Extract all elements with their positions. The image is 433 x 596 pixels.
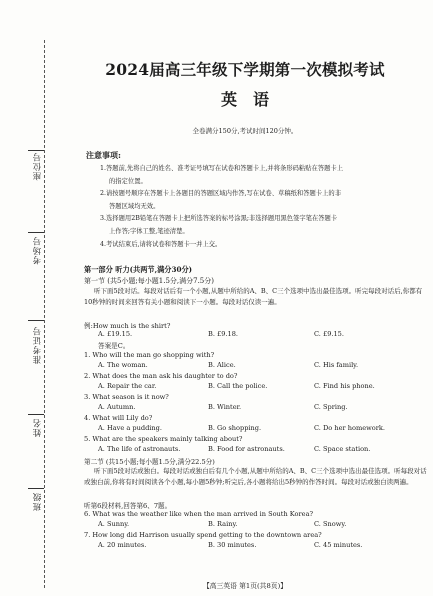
question-7: 7. How long did Harrison usually spend getting to the downtown area? bbox=[84, 531, 322, 539]
q6-option-a: A. Sunny. bbox=[98, 520, 130, 528]
ticket-number-blank bbox=[28, 320, 44, 321]
question-3: 3. What season is it now? bbox=[84, 393, 169, 401]
name-label: 姓名 bbox=[33, 418, 43, 437]
q3-option-b: B. Winter. bbox=[208, 403, 242, 411]
q5-option-a: A. The life of astronauts. bbox=[98, 445, 181, 453]
example-option-a: A. £19.15. bbox=[98, 330, 133, 338]
example-answer: 答案是C。 bbox=[98, 342, 130, 350]
main-content bbox=[64, 0, 426, 596]
q6-option-b: B. Rainy. bbox=[208, 520, 238, 528]
class-blank bbox=[28, 488, 44, 489]
question-2: 2. What does the man ask his daughter to do? bbox=[84, 372, 238, 380]
q7-option-a: A. 20 minutes. bbox=[98, 541, 147, 549]
q2-option-a: A. Repair the car. bbox=[98, 382, 157, 390]
q5-option-b: B. Food for astronauts. bbox=[208, 445, 285, 453]
note-line: 4.考试结束后,请将试卷和答题卡一并上交。 bbox=[100, 240, 222, 248]
q3-option-c: C. Spring. bbox=[314, 403, 348, 411]
section-2-instruction: 听下面5段对话或独白。每段对话或独白后有几个小题,从题中所给的A、B、C三个选项中选出最佳选项。听每段对话或独白前,你将有时间阅读各个小题,每小题5秒钟;听完后,各小题将给出5秒钟的作答时间。每段对话或独白读两遍。 bbox=[84, 467, 427, 486]
subject-title: 英语 bbox=[220, 90, 285, 109]
q1-option-a: A. The woman. bbox=[98, 361, 148, 369]
class-label: 班级 bbox=[33, 492, 43, 511]
binding-strip bbox=[0, 0, 62, 596]
section-1-instruction: 听下面5段对话。每段对话后有一个小题,从题中所给的A、B、C三个选项中选出最佳选项。听完每段对话后,你都有10秒钟的时间来回答有关小题和阅读下一小题。每段对话仅读一遍。 bbox=[84, 287, 423, 306]
name-blank bbox=[28, 414, 44, 415]
q3-option-a: A. Autumn. bbox=[98, 403, 136, 411]
notes-list bbox=[100, 163, 428, 251]
score-note: 全卷满分150分,考试时间120分钟。 bbox=[192, 127, 298, 135]
q1-option-b: B. Alice. bbox=[208, 361, 236, 369]
question-5: 5. What are the speakers mainly talking about? bbox=[84, 435, 243, 443]
example-option-b: B. £9.18. bbox=[208, 330, 239, 338]
example-question: 例:How much is the shirt? bbox=[84, 322, 171, 330]
part-heading: 第一部分 听力(共两节,满分30分) bbox=[84, 265, 193, 274]
seat-blank bbox=[28, 150, 44, 151]
q2-option-c: C. Find his phone. bbox=[314, 382, 375, 390]
exam-title: 2024届高三年级下学期第一次模拟考试 bbox=[105, 60, 385, 79]
note-line: 上作答;字体工整,笔迹清楚。 bbox=[109, 227, 189, 235]
section-2-heading: 第二节 (共15小题;每小题1.5分,满分22.5分) bbox=[84, 458, 215, 466]
q2-option-b: B. Call the police. bbox=[208, 382, 268, 390]
example-option-c: C. £9.15. bbox=[314, 330, 344, 338]
q4-option-a: A. Have a pudding. bbox=[98, 424, 162, 432]
note-line: 1.答题前,先将自己的姓名、准考证号填写在试卷和答题卡上,并将条形码粘贴在答题卡上 bbox=[100, 165, 343, 172]
q7-option-c: C. 45 minutes. bbox=[314, 541, 363, 549]
ticket-number-label: 准考证号 bbox=[33, 326, 43, 364]
question-6: 6. What was the weather like when the man arrived in South Korea? bbox=[84, 510, 314, 518]
q4-option-c: C. Do her homework. bbox=[314, 424, 385, 432]
page-footer: 【高三英语 第1页(共8页)】 bbox=[202, 582, 288, 590]
seat-label: 座位号 bbox=[33, 152, 43, 181]
notes-title: 注意事项: bbox=[86, 150, 121, 160]
q6-option-c: C. Snowy. bbox=[314, 520, 347, 528]
note-line: 的指定位置。 bbox=[109, 177, 147, 185]
question-1: 1. Who will the man go shopping with? bbox=[84, 351, 215, 359]
exam-room-blank bbox=[28, 232, 44, 233]
q7-option-b: B. 30 minutes. bbox=[208, 541, 257, 549]
note-line: 3.选择题用2B铅笔在答题卡上把所选答案的标号涂黑;非选择题用黑色签字笔在答题卡 bbox=[100, 215, 338, 223]
question-4: 4. What will Lily do? bbox=[84, 414, 153, 422]
exam-room-label: 考场号 bbox=[33, 236, 43, 265]
q1-option-c: C. His family. bbox=[314, 361, 359, 369]
note-line: 答题区域均无效。 bbox=[109, 202, 160, 210]
q4-option-b: B. Go shopping. bbox=[208, 424, 262, 432]
note-line: 2.请按题号顺序在答题卡上各题目的答题区域内作答,写在试卷、草稿纸和答题卡上的非 bbox=[100, 190, 341, 198]
binding-line bbox=[44, 40, 45, 588]
section-1-heading: 第一节 (共5小题;每小题1.5分,满分7.5分) bbox=[84, 277, 214, 285]
listen-note: 听第6段材料,回答第6、7题。 bbox=[84, 502, 172, 510]
q5-option-c: C. Space station. bbox=[314, 445, 371, 453]
